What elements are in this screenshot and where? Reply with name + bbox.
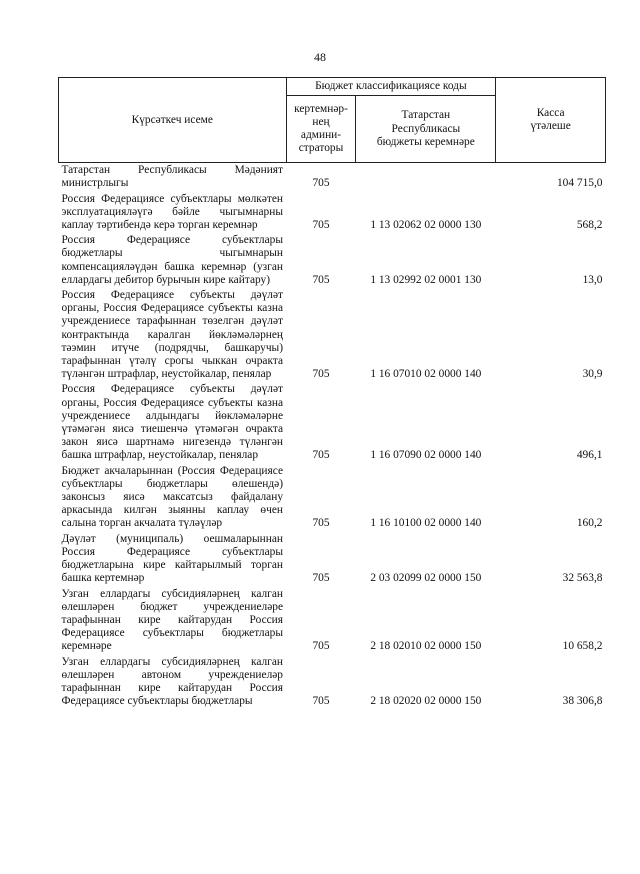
row-name: Узган еллардагы субсидияләрнең калган өлешләрен бюджет учреждениеләре тарафыннан кире кайтарудан Россия Федерациясе субъектлары бюджетлары керемнәре [61, 587, 284, 653]
table-row [59, 163, 606, 192]
row-code: 1 16 07010 02 0000 140 [370, 368, 482, 381]
page-number: 48 [314, 50, 326, 64]
budget-table [58, 77, 606, 709]
table-row [59, 382, 606, 463]
row-admin: 705 [312, 695, 330, 708]
row-admin: 705 [312, 368, 330, 381]
row-cash: 32 563,8 [562, 572, 603, 585]
row-name: Татарстан Республикасы Мәдәният министрлыгы [61, 164, 284, 190]
row-name: Россия Федерациясе субъектлары бюджетлары чыгымнарын компенсацияләүдән башка керемнәр (узган еллардагы дебитор бурычын кире кайтару) [61, 234, 284, 286]
row-name: Дәүләт (муниципаль) оешмаларыннан Россия Федерациясе субъектлары бюджетларына кире кайтарылмый торган башка кертемнәр [61, 532, 284, 585]
admin-header: кертемнәр- нең админи- страторы [286, 96, 356, 163]
budget-class-codes-header: Бюджет классификациясе коды [286, 78, 496, 96]
row-code: 2 18 02020 02 0000 150 [370, 695, 482, 708]
row-admin: 705 [312, 219, 330, 232]
row-cash: 496,1 [576, 449, 603, 462]
row-admin: 705 [312, 177, 330, 190]
row-cash: 160,2 [576, 517, 603, 530]
row-admin: 705 [312, 449, 330, 462]
table-row [59, 464, 606, 532]
row-code: 2 18 02010 02 0000 150 [370, 640, 482, 653]
row-admin: 705 [312, 640, 330, 653]
row-cash: 10 658,2 [562, 640, 603, 653]
indicator-name-header: Күрсәткеч исеме [59, 78, 287, 163]
row-cash: 38 306,8 [562, 695, 603, 708]
row-name: Узган еллардагы субсидияләрнең калган өлешләрен автоном учреждениеләр тарафыннан кире кайтарудан Россия Федерациясе субъектлары бюджетлары [61, 655, 284, 708]
table-row [59, 655, 606, 710]
row-name: Россия Федерациясе субъектлары мөлкәтен эксплуатацияләүгә бәйле чыгымнарны каплау тәртибендә керә торган керемнәр [61, 192, 284, 232]
row-cash: 13,0 [582, 273, 603, 286]
table-row [59, 192, 606, 234]
row-admin: 705 [312, 273, 330, 286]
row-cash: 30,9 [582, 368, 603, 381]
row-code [356, 163, 496, 192]
row-cash: 568,2 [576, 219, 603, 232]
row-code: 1 16 07090 02 0000 140 [370, 449, 482, 462]
table-row [59, 288, 606, 382]
row-cash: 104 715,0 [556, 177, 603, 190]
row-code: 1 13 02992 02 0001 130 [370, 273, 482, 286]
table-row [59, 233, 606, 288]
row-code: 2 03 02099 02 0000 150 [370, 572, 482, 585]
row-code: 1 16 10100 02 0000 140 [370, 517, 482, 530]
cash-execution-header: Касса үтәлеше [496, 78, 606, 163]
budget-income-header: Татарстан Республикасы бюджеты керемнәре [356, 96, 496, 163]
table-header [59, 78, 606, 163]
row-admin: 705 [312, 572, 330, 585]
table-row [59, 587, 606, 655]
row-name: Россия Федерациясе субъекты дәүләт органы, Россия Федерациясе субъекты казна учреждениесе алдындагы йөкләмәләрне үтәмәгән яисә тиешенчә үтәмәгән очракта закон яисә шартнамә нигезендә түләнгән башка штрафлар, неустойкалар, пенялар [61, 383, 284, 462]
table-row [59, 532, 606, 587]
row-name: Россия Федерациясе субъекты дәүләт органы, Россия Федерациясе субъекты казна учреждениесе тарафыннан төзелгән дәүләт контрактында каралган йөкләмәләрнең тәэмин итүче (подрядчы, башкаручы) тарафыннан үтәлү срогы чыккан очракта түләнгән штрафлар, неустойкалар, пенялар [61, 289, 284, 381]
table-body [59, 163, 606, 710]
row-code: 1 13 02062 02 0000 130 [370, 219, 482, 232]
row-admin: 705 [312, 517, 330, 530]
row-name: Бюджет акчаларыннан (Россия Федерациясе субъектлары бюджетлары өлешендә) законсыз яисә максатсыз файдалану аркасында килгән зыянны каплау өчен салына торган акчалата түләүләр [61, 464, 284, 530]
